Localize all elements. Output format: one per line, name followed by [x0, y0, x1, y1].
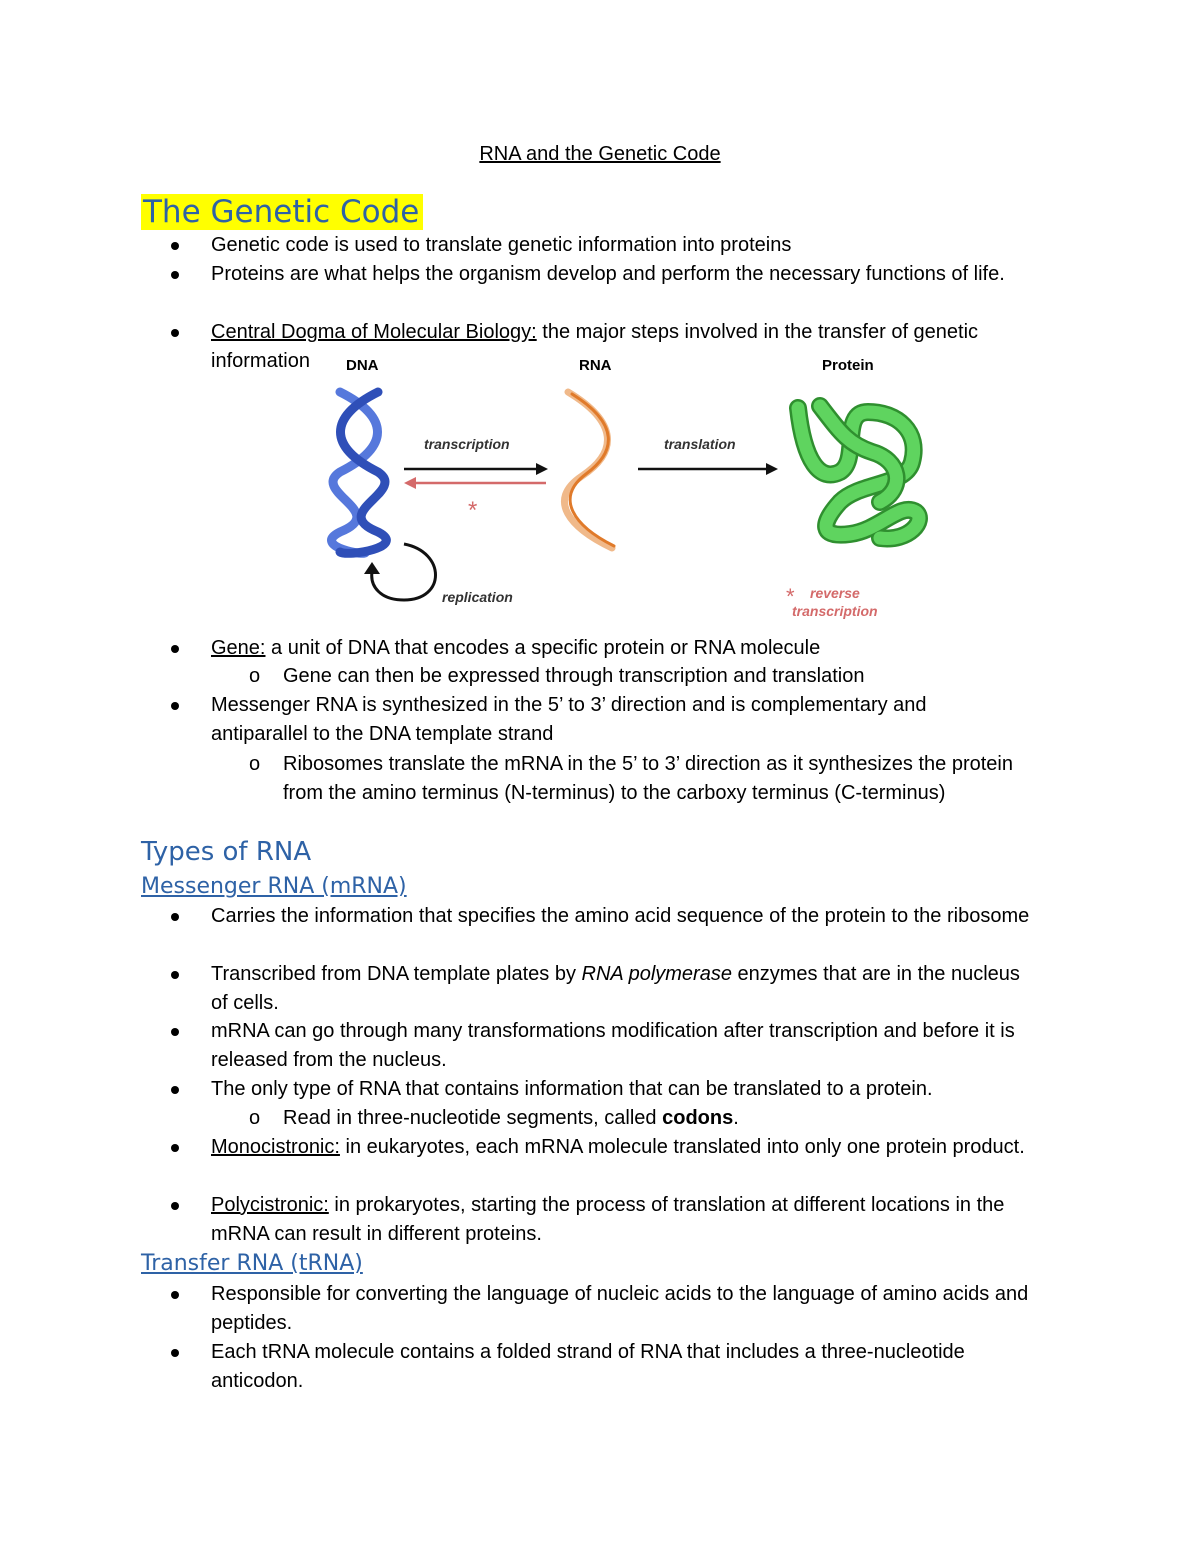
list-item: Responsible for converting the language of nucleic acids to the language of amino acids and peptides. — [211, 1280, 1056, 1338]
bullet-icon — [171, 1028, 179, 1036]
dna-label: DNA — [346, 357, 379, 374]
term-central-dogma: Central Dogma of Molecular Biology: — [211, 321, 537, 343]
reverse-label-line1: reverse — [810, 585, 860, 601]
rna-strand-icon — [564, 392, 614, 548]
term-monocistronic: Monocistronic: — [211, 1136, 340, 1158]
term-polycistronic: Polycistronic: — [211, 1194, 329, 1216]
transcription-arrow-icon — [536, 463, 548, 475]
reverse-star: * — [468, 497, 478, 524]
bullet-icon — [171, 702, 179, 710]
central-dogma-diagram — [320, 352, 940, 628]
list-item: Carries the information that specifies the amino acid sequence of the protein to the ribosome — [211, 902, 1051, 931]
sub-list-item: o Gene can then be expressed through transcription and translation — [283, 662, 1063, 691]
protein-label: Protein — [822, 357, 874, 374]
dna-helix-icon — [324, 392, 387, 562]
bullet-icon — [171, 1202, 179, 1210]
bullet-icon — [171, 1349, 179, 1357]
list-item: mRNA can go through many transformations modification after transcription and before it is released from the nucleus. — [211, 1017, 1066, 1075]
list-item: Each tRNA molecule contains a folded strand of RNA that includes a three-nucleotide anticodon. — [211, 1338, 1041, 1396]
list-item: Monocistronic: in eukaryotes, each mRNA molecule translated into only one protein product. — [211, 1133, 1031, 1162]
heading-genetic-code: The Genetic Code — [141, 194, 423, 230]
term-gene: Gene: — [211, 637, 266, 659]
rna-label: RNA — [579, 357, 612, 374]
sub-list-item: o Ribosomes translate the mRNA in the 5’ to 3’ direction as it synthesizes the protein from the amino terminus (N-terminus) to the carboxy terminus (C-terminus) — [283, 750, 1013, 808]
legend-star: * — [786, 584, 795, 609]
protein-chain-icon — [798, 406, 919, 538]
list-item: Central Dogma of Molecular Biology: the major steps involved in the transfer of genetic information — [211, 318, 1061, 376]
list-item: Gene: a unit of DNA that encodes a specific protein or RNA molecule — [211, 634, 1071, 663]
bullet-icon — [171, 242, 179, 250]
bullet-icon — [171, 1144, 179, 1152]
list-item: Transcribed from DNA template plates by RNA polymerase enzymes that are in the nucleus of cells. — [211, 960, 1031, 1018]
bullet-icon — [171, 271, 179, 279]
bullet-icon — [171, 645, 179, 653]
sub-list-item: o Read in three-nucleotide segments, called codons. — [283, 1104, 1063, 1133]
replication-label: replication — [442, 589, 513, 605]
bullet-icon — [171, 1291, 179, 1299]
bullet-icon — [171, 329, 179, 337]
translation-arrow-icon — [766, 463, 778, 475]
list-item: Messenger RNA is synthesized in the 5’ to 3’ direction and is complementary and antiparallel to the DNA template strand — [211, 691, 1011, 749]
list-item: Genetic code is used to translate genetic information into proteins — [211, 231, 1071, 260]
heading-trna: Transfer RNA (tRNA) — [141, 1251, 363, 1276]
list-item: The only type of RNA that contains information that can be translated to a protein. — [211, 1075, 1071, 1104]
bullet-icon — [171, 913, 179, 921]
hollow-bullet-icon: o — [249, 1107, 261, 1129]
heading-types-of-rna: Types of RNA — [141, 837, 312, 867]
hollow-bullet-icon: o — [249, 665, 261, 687]
list-item: Polycistronic: in prokaryotes, starting the process of translation at different locations in the mRNA can result in different proteins. — [211, 1191, 1056, 1249]
hollow-bullet-icon: o — [249, 753, 261, 775]
translation-label: translation — [664, 436, 736, 452]
transcription-label: transcription — [424, 436, 510, 452]
heading-mrna: Messenger RNA (mRNA) — [141, 874, 407, 899]
reverse-arrow-icon — [404, 477, 416, 489]
bullet-icon — [171, 971, 179, 979]
document-title: RNA and the Genetic Code — [479, 143, 721, 165]
bullet-icon — [171, 1086, 179, 1094]
list-item: Proteins are what helps the organism develop and perform the necessary functions of life. — [211, 260, 1071, 289]
reverse-label-line2: transcription — [792, 603, 878, 619]
